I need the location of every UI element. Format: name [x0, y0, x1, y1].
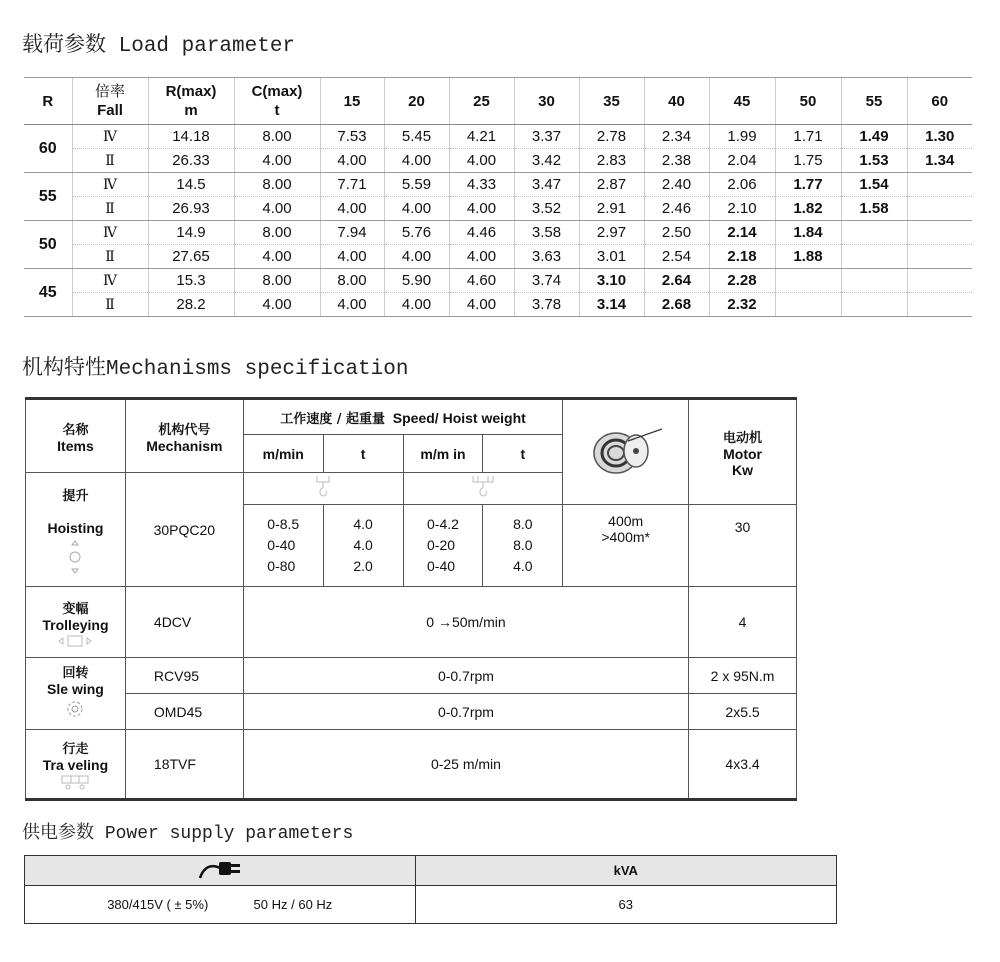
load-value	[907, 197, 972, 221]
slewing-row-1	[26, 658, 797, 694]
mechanisms-table	[25, 397, 797, 801]
load-value: 2.54	[644, 245, 709, 269]
load-value: 4.00	[449, 197, 514, 221]
hoisting-en: Hoisting	[47, 520, 104, 536]
header-radius: 40	[644, 78, 709, 125]
load-value: 1.82	[775, 197, 841, 221]
header-speed-en: Speed/ Hoist weight	[392, 409, 526, 426]
slewing-speed-1: 0-0.7rpm	[243, 658, 688, 694]
header-rmax	[148, 78, 234, 125]
load-value: 3.14	[579, 293, 644, 317]
load-value: 5.90	[384, 269, 449, 293]
hoisting-rope-2: >400m*	[601, 529, 650, 545]
load-value: 2.87	[579, 173, 644, 197]
header-radius: 35	[579, 78, 644, 125]
load-value: 4.00	[320, 149, 384, 173]
slewing-code-1: RCV95	[125, 658, 243, 694]
power-supply-cell	[25, 886, 416, 924]
load-value: 2.14	[709, 221, 775, 245]
load-rmax: 15.3	[148, 269, 234, 293]
load-row	[24, 221, 972, 245]
traveling-label	[26, 730, 126, 800]
load-rmax: 14.18	[148, 125, 234, 149]
load-fall: Ⅳ	[72, 269, 148, 293]
hoisting-rope-1: 400m	[608, 513, 644, 529]
header-fall-en: Fall	[97, 102, 123, 119]
load-rmax: 14.9	[148, 221, 234, 245]
load-fall: Ⅱ	[72, 245, 148, 269]
header-radius: 30	[514, 78, 579, 125]
load-value: 2.97	[579, 221, 644, 245]
header-r: R	[24, 78, 72, 125]
load-group-radius: 60	[24, 125, 72, 173]
load-rmax: 28.2	[148, 293, 234, 317]
slewing-en: Sle wing	[47, 681, 104, 697]
load-value: 4.00	[384, 149, 449, 173]
load-value: 2.46	[644, 197, 709, 221]
load-value	[841, 293, 907, 317]
trolleying-label	[26, 587, 126, 658]
double-hook-cell	[403, 473, 563, 505]
load-row	[24, 293, 972, 317]
header-radius: 15	[320, 78, 384, 125]
load-value: 4.00	[449, 245, 514, 269]
load-fall: Ⅱ	[72, 293, 148, 317]
load-row	[24, 125, 972, 149]
load-cmax: 4.00	[234, 245, 320, 269]
load-rmax: 26.33	[148, 149, 234, 173]
load-value: 1.75	[775, 149, 841, 173]
load-group-radius: 45	[24, 269, 72, 317]
load-value	[907, 221, 972, 245]
slewing-motor-1: 2 x 95N.m	[689, 658, 797, 694]
trolleying-speed: 0 →50m/min	[243, 587, 688, 658]
load-row	[24, 269, 972, 293]
load-value: 7.53	[320, 125, 384, 149]
hoisting-speed-1-value: 0-40	[267, 537, 296, 553]
load-cmax: 4.00	[234, 149, 320, 173]
load-value: 1.30	[907, 125, 972, 149]
traveling-row	[26, 730, 797, 800]
load-fall: Ⅳ	[72, 173, 148, 197]
header-rmax-label: R(max)	[165, 83, 217, 100]
load-value: 1.84	[775, 221, 841, 245]
load-value: 1.34	[907, 149, 972, 173]
header-items-en: Items	[57, 437, 94, 454]
load-value	[775, 293, 841, 317]
hoisting-motor: 30	[689, 505, 797, 587]
load-value	[841, 269, 907, 293]
header-speed	[243, 399, 562, 435]
load-cmax: 8.00	[234, 173, 320, 197]
hoist-arrows-icon	[68, 540, 82, 574]
load-value: 2.68	[644, 293, 709, 317]
traveling-en: Tra veling	[42, 757, 109, 773]
load-value: 1.54	[841, 173, 907, 197]
kva-value: 63	[415, 886, 836, 924]
load-value: 2.91	[579, 197, 644, 221]
load-value	[841, 221, 907, 245]
load-value: 3.01	[579, 245, 644, 269]
header-mechanism-cn: 机构代号	[158, 422, 211, 438]
load-header-row	[24, 78, 972, 125]
header-cmax-label: C(max)	[251, 83, 303, 100]
mech-title-cn: 机构特性	[22, 355, 106, 379]
load-value: 4.00	[320, 245, 384, 269]
load-value: 1.53	[841, 149, 907, 173]
power-section-title	[22, 818, 353, 844]
single-hook-cell	[243, 473, 403, 505]
load-value: 2.64	[644, 269, 709, 293]
load-value: 2.34	[644, 125, 709, 149]
trolleying-row	[26, 587, 797, 658]
load-fall: Ⅳ	[72, 125, 148, 149]
hoisting-speed-2	[403, 505, 483, 587]
mech-title-en: Mechanisms specification	[106, 358, 409, 381]
load-row	[24, 245, 972, 269]
hoisting-speed-1	[243, 505, 323, 587]
load-value: 4.21	[449, 125, 514, 149]
slewing-label	[26, 658, 126, 730]
trolleying-en: Trolleying	[42, 616, 109, 633]
power-value-row	[25, 886, 837, 924]
header-fall-cn: 倍率	[94, 82, 125, 100]
load-value: 3.78	[514, 293, 579, 317]
load-value: 4.00	[384, 197, 449, 221]
load-value: 2.50	[644, 221, 709, 245]
traveling-motor: 4x3.4	[689, 730, 797, 800]
load-value	[907, 293, 972, 317]
header-fall	[72, 78, 148, 125]
load-value: 4.00	[384, 293, 449, 317]
load-cmax: 8.00	[234, 269, 320, 293]
load-section-title	[22, 28, 295, 58]
load-value: 5.59	[384, 173, 449, 197]
load-title-en: Load parameter	[118, 35, 296, 58]
hoisting-load-2-value: 8.0	[513, 516, 533, 532]
load-fall: Ⅱ	[72, 197, 148, 221]
load-rmax: 26.93	[148, 197, 234, 221]
load-value: 4.00	[449, 293, 514, 317]
hoisting-speed-2-value: 0-4.2	[427, 516, 459, 532]
load-value: 3.63	[514, 245, 579, 269]
load-value: 4.00	[320, 197, 384, 221]
load-value: 4.46	[449, 221, 514, 245]
trolleying-motor: 4	[689, 587, 797, 658]
load-value: 5.45	[384, 125, 449, 149]
load-value: 4.60	[449, 269, 514, 293]
single-hook-icon	[313, 474, 333, 500]
header-radius: 45	[709, 78, 775, 125]
power-header-row	[25, 856, 837, 886]
header-mechanism-en: Mechanism	[146, 437, 223, 454]
load-rmax: 14.5	[148, 173, 234, 197]
load-value: 3.58	[514, 221, 579, 245]
voltage: 380/415V ( ± 5%)	[107, 897, 209, 912]
hoisting-speed-1-value: 0-80	[267, 558, 296, 574]
mech-section-title	[22, 351, 408, 381]
header-radius: 25	[449, 78, 514, 125]
hoisting-load-1	[323, 505, 403, 587]
load-value	[907, 245, 972, 269]
load-value: 2.06	[709, 173, 775, 197]
hoisting-load-1-value: 4.0	[353, 537, 373, 553]
header-radius: 20	[384, 78, 449, 125]
load-value	[841, 245, 907, 269]
traveling-code: 18TVF	[125, 730, 243, 800]
hoisting-code: 30PQC20	[125, 473, 243, 587]
load-value: 7.71	[320, 173, 384, 197]
load-group-radius: 50	[24, 221, 72, 269]
header-radius: 55	[841, 78, 907, 125]
hoisting-load-1-value: 2.0	[353, 558, 373, 574]
power-plug-cell	[25, 856, 416, 886]
load-value: 2.78	[579, 125, 644, 149]
hoisting-label	[26, 473, 126, 587]
slewing-icon	[65, 699, 85, 719]
slewing-row-2	[26, 694, 797, 730]
header-motor-en: Motor	[723, 445, 762, 462]
header-motor	[689, 399, 797, 505]
header-items-cn: 名称	[62, 422, 89, 438]
cable-drum-icon	[586, 421, 666, 481]
load-cmax: 8.00	[234, 125, 320, 149]
load-row	[24, 197, 972, 221]
traveling-speed: 0-25 m/min	[243, 730, 688, 800]
load-row	[24, 173, 972, 197]
load-value: 1.77	[775, 173, 841, 197]
load-value: 2.32	[709, 293, 775, 317]
load-value: 1.99	[709, 125, 775, 149]
header-speed-cn: 工作速度 / 起重量	[280, 411, 386, 427]
load-value: 2.28	[709, 269, 775, 293]
header-drum	[563, 399, 689, 505]
load-value: 7.94	[320, 221, 384, 245]
load-value: 3.47	[514, 173, 579, 197]
hoisting-rope	[563, 505, 689, 587]
load-value: 3.74	[514, 269, 579, 293]
load-value: 3.52	[514, 197, 579, 221]
load-value: 2.40	[644, 173, 709, 197]
power-title-en: Power supply parameters	[104, 824, 354, 844]
load-value: 3.10	[579, 269, 644, 293]
hoisting-load-2-value: 4.0	[513, 558, 533, 574]
load-fall: Ⅳ	[72, 221, 148, 245]
header-mmin-2: m/m in	[403, 435, 483, 473]
slewing-motor-2: 2x5.5	[689, 694, 797, 730]
header-motor-cn: 电动机	[723, 430, 763, 446]
load-value	[775, 269, 841, 293]
load-group-radius: 55	[24, 173, 72, 221]
load-cmax: 4.00	[234, 197, 320, 221]
hoisting-speed-2-value: 0-40	[427, 558, 456, 574]
double-hook-icon	[470, 474, 496, 500]
trolleying-code: 4DCV	[125, 587, 243, 658]
load-value: 2.18	[709, 245, 775, 269]
trolleying-cn: 变幅	[62, 601, 89, 617]
load-value: 1.88	[775, 245, 841, 269]
load-fall: Ⅱ	[72, 149, 148, 173]
load-value: 4.00	[449, 149, 514, 173]
traveling-icon	[60, 775, 90, 791]
power-title-cn: 供电参数	[22, 822, 94, 843]
load-value: 2.10	[709, 197, 775, 221]
load-value: 2.04	[709, 149, 775, 173]
header-cmax	[234, 78, 320, 125]
load-value: 2.83	[579, 149, 644, 173]
load-value: 4.00	[384, 245, 449, 269]
load-value	[907, 269, 972, 293]
hoisting-load-2-value: 8.0	[513, 537, 533, 553]
load-value: 3.37	[514, 125, 579, 149]
slewing-speed-2: 0-0.7rpm	[243, 694, 688, 730]
header-radius: 50	[775, 78, 841, 125]
header-items	[26, 399, 126, 473]
load-value: 1.58	[841, 197, 907, 221]
load-parameter-table	[24, 77, 972, 317]
mech-header-row	[26, 399, 797, 435]
frequency: 50 Hz / 60 Hz	[253, 897, 333, 912]
load-value: 1.71	[775, 125, 841, 149]
power-supply-table	[24, 855, 837, 924]
traveling-cn: 行走	[62, 742, 89, 757]
load-title-cn: 载荷参数	[22, 32, 106, 56]
load-value: 3.42	[514, 149, 579, 173]
load-value: 8.00	[320, 269, 384, 293]
kva-header: kVA	[415, 856, 836, 886]
header-radius: 60	[907, 78, 972, 125]
load-value: 4.33	[449, 173, 514, 197]
header-cmax-unit: t	[274, 102, 280, 119]
load-cmax: 8.00	[234, 221, 320, 245]
hoisting-speed-2-value: 0-20	[427, 537, 456, 553]
header-t-1: t	[323, 435, 403, 473]
hoisting-speed-1-value: 0-8.5	[267, 516, 300, 532]
load-cmax: 4.00	[234, 293, 320, 317]
slewing-cn: 回转	[62, 666, 89, 681]
power-plug-icon	[198, 858, 242, 880]
header-rmax-unit: m	[184, 102, 198, 119]
hoisting-load-1-value: 4.0	[353, 516, 373, 532]
trolley-icon	[57, 635, 93, 647]
header-t-2: t	[483, 435, 563, 473]
hoisting-cn: 提升	[62, 489, 89, 504]
hoisting-load-2	[483, 505, 563, 587]
slewing-code-2: OMD45	[125, 694, 243, 730]
load-value: 2.38	[644, 149, 709, 173]
load-rmax: 27.65	[148, 245, 234, 269]
header-mmin-1: m/min	[243, 435, 323, 473]
load-value: 1.49	[841, 125, 907, 149]
load-value: 4.00	[320, 293, 384, 317]
load-value: 5.76	[384, 221, 449, 245]
header-mechanism	[125, 399, 243, 473]
load-row	[24, 149, 972, 173]
header-motor-unit: Kw	[732, 461, 754, 478]
load-value	[907, 173, 972, 197]
